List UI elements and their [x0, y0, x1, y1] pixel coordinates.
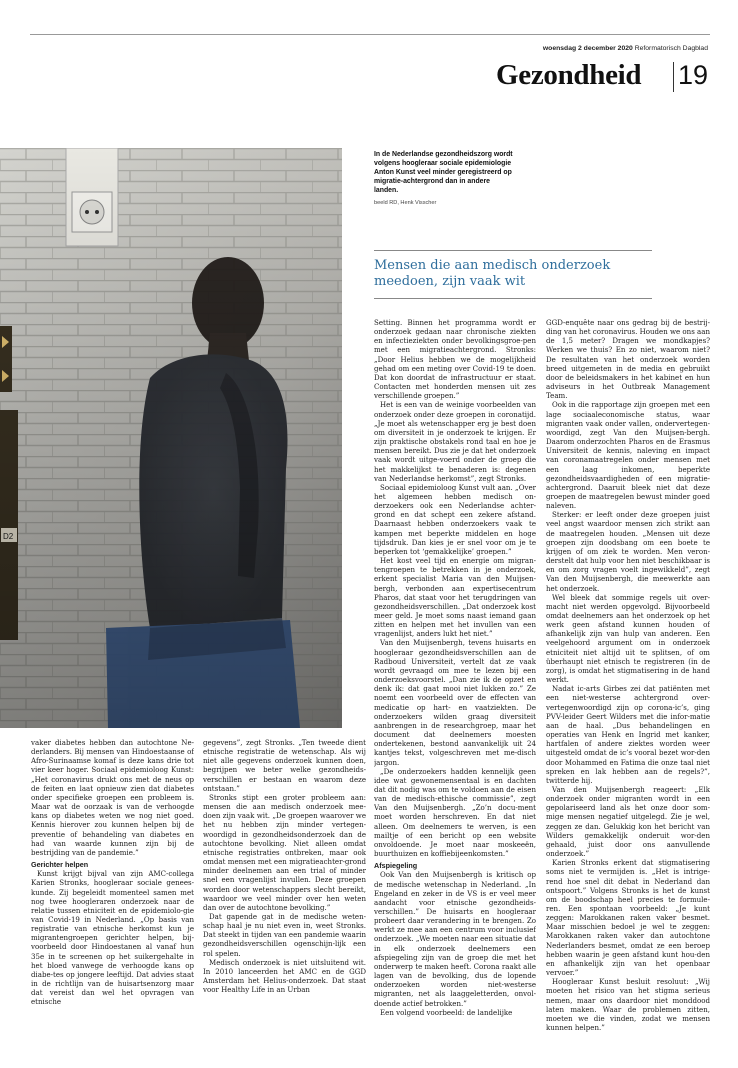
body-paragraph: Setting. Binnen het programma wordt er onderzoek gedaan naar chronische ziekten en infectieziekten onder bevolkingsgroe-pen met een migratieachtergrond. Stronks: „Door Helius hebben we de mogelijkheid gehad om een meting over Covid-19 te doen. Dat kon doordat de infrastructuur er staat. Contacten met honderden mensen uit zes verschillende groepen.”	[374, 318, 536, 401]
body-paragraph: Kunst krijgt bijval van zijn AMC-collega Karien Stronks, hoogleraar sociale genees-kunde. Zij begeleidt momenteel samen met nog twee hoogleraren onderzoek naar de relatie tussen etniciteit en de epidemiolo-gie van Covid-19 in Nederland. „Op basis van registratie van etnische herkomst kun je migrantengroepen gerichter helpen, bij-voorbeeld door Hindoestanen al vanaf hun 35e in te screenen op het suikergehalte in het bloed vanwege de verhoogde kans op diabe-tes op jongere leeftijd. Dat advies staat in de richtlijn van de huisartsenzorg maar dat vereist dan wel het opvragen van etnische	[31, 869, 194, 1007]
section-title: Gezondheid	[496, 59, 642, 91]
body-paragraph: Een volgend voorbeeld: de landelijke	[380, 1007, 513, 1017]
body-paragraph: Wel bleek dat sommige regels uit over-macht niet werden opgevolgd. Bijvoorbeeld omdat deelnemers aan het onderzoek op het werk geen afstand kunnen houden of afhankelijk zijn van hulp van anderen. Een veelgehoord argument om in onderzoek etniciteit niet altijd uit te splitsen, of om überhaupt niet etnisch te registreren (in de zorg), is omdat het stigmatisering in de hand werkt.	[546, 592, 710, 685]
body-paragraph: Stronks stipt een groter probleem aan: mensen die aan medisch onderzoek mee-doen zijn vaak wit. „De groepen waarover we het nu hebben zijn minder vertegen-woordigd in gezondheidsonderzoek dan de autochtone bevolking. Niet alleen omdat etnische registraties ontbreken, maar ook omdat mensen met een migratieachter-grond minder deelnemen aan een trial of minder snel een vragenlijst invullen. Deze groepen worden door wetenschappers slecht bereikt, waardoor we veel minder over hen weten dan over de autochtone bevolking.”	[203, 792, 366, 912]
body-paragraph: Hoogleraar Kunst besluit resoluut: „Wij moeten het risico van het stigma serieus nemen, maar ons daardoor niet monddood laten maken. Waar de problemen zitten, moeten we die vinden, zodat we mensen kunnen helpen.”	[546, 977, 710, 1033]
body-paragraph: Van den Muijsenbergh, tevens huisarts en hoogleraar gezondheidsverschillen aan de Radboud Universiteit, vertelt dat ze vaak wordt gevraagd om mee te lezen bij een onderzoeksvoorstel. „Dan zie ik de opzet en denk ik: dat gaat mooi niet lukken zo.” Ze noemt een voorbeeld over de effecten van medicatie op hart- en vaatziekten. De onderzoekers wilden graag diversiteit aanbrengen in de researchgroep, maar het document dat deelnemers moesten ondertekenen, bestond aanvankelijk uit 24 kantjes tekst, volgeschreven met me-disch jargon.	[374, 638, 536, 767]
body-paragraph: Karien Stronks erkent dat stigmatisering soms niet te vermijden is. „Het is intrige-rend hoe snel dit debat in Nederland dan ontspoort.” Volgens Stronks is het de kunst om de boodschap heel precies te formule-ren. Een spontaan voorbeeld: „Je kunt zeggen: Marokkanen raken vaker besmet. Maar misschien bedoel je wel te zeggen: Marokkanen raken vaker dan autochtone Nederlanders besmet, omdat ze een beroep hebben waarin je geen afstand kunt hou-den en afhankelijk zijn van het openbaar vervoer.”	[546, 858, 710, 978]
body-column-4	[546, 318, 710, 1053]
top-rule	[30, 34, 710, 35]
body-paragraph: GGD-enquête naar ons gedrag bij de bestrij-ding van het coronavirus. Houden we ons aan de 1,5 meter? Dragen we mondkapjes? Werken we thuis? En zo niet, waarom niet? De resultaten van het onderzoek worden breed uitgemeten in de media en gebruikt door de beleidsmakers in het kabinet en hun adviseurs in het Outbreak Management Team.	[546, 318, 710, 401]
body-paragraph: „De onderzoekers hadden kennelijk geen idee wat gewonemensentaal is en dachten dat dit nodig was om te voldoen aan de eisen van de medisch-ethische commissie”, zegt Van den Muijsenbergh. „Zo’n docu-ment moet worden herschreven. En dat niet alleen. Om deelnemers te werven, is een mailtje of een bericht op een website onvoldoende. Je moet naar moskeeën, buurthuizen en koffiebijeenkomsten.”	[374, 766, 536, 859]
body-paragraph: Ook Van den Muijsenbergh is kritisch op de medische wetenschap in Nederland. „In Engeland en zeker in de VS is er veel meer aandacht voor etnische gezondheids-verschillen.” De huisarts en hoogleraar probeert daar verandering in te brengen. Zo werkt ze mee aan een centrum voor inclusief onderzoek. „We moeten naar een situatie dat in elk onderzoek deelnemers een afspiegeling zijn van de groep die met het onderwerp te maken heeft. Corona raakt alle lagen van de bevolking, dus de lopende onderzoeken worden niet-westerse migranten, net als laaggeletterden, onvol-doende actief betrokken.”	[374, 870, 536, 1008]
body-paragraph: Nadat ic-arts Girbes zei dat patiënten met een niet-westerse achtergrond over-vertegenwoordigd zijn op corona-ic’s, ging PVV-leider Geert Wilders met die infor-matie aan de haal. „Dus behandelingen en operaties van Henk en Ingrid met kanker, hartfalen of andere ziektes worden weer uitgesteld omdat de ic’s vooral bezet wor-den door Mohammed en Fatima die onze taal niet spreken en lak hebben aan de regels?”, twitterde hij.	[546, 684, 710, 785]
headline-rule-top	[374, 250, 652, 251]
body-column-1	[31, 738, 194, 1038]
issue-date: woensdag 2 december 2020	[542, 45, 633, 52]
article-headline: Mensen die aan medisch onderzoek meedoen, zijn vaak wit	[374, 258, 611, 289]
page-number: 19	[678, 60, 709, 90]
body-paragraph: gegevens”, zegt Stronks. „Ten tweede dient etnische registratie de wetenschap. Als wij niet alle gegevens onderzoek kunnen doen, begrijpen we beter welke gezondheids-verschillen er bestaan en waarom deze ontstaan.”	[203, 738, 366, 793]
body-paragraph: Het is een van de weinige voorbeelden van onderzoek onder deze groepen in coronatijd. „Je moet als wetenschapper erg je best doen om diversiteit in je onderzoek te krijgen. Er zijn praktische obstakels rond taal en hoe je mensen bereikt. Dus zie je dat het onderzoek vaak wordt uitge-voerd onder de groep die het makkelijkst te benaderen is: degenen van Nederlandse herkomst”, zegt Stronks.	[374, 400, 536, 483]
subheading: Gerichter helpen	[31, 860, 89, 870]
body-column-2	[203, 738, 366, 1038]
publication-name: Reformatorisch Dagblad	[634, 45, 708, 52]
body-paragraph: Het kost veel tijd en energie om migran-tengroepen te betrekken in je onderzoek, erkent specialist Maria van den Muijsen-bergh, verbonden aan expertisecentrum Pharos, dat staat voor het terugdringen van gezondheidsverschillen. „Dat onderzoek kost meer geld. Je moet soms naast iemand gaan zitten en helpen met het invullen van een vragenlijst, anders lukt het niet.”	[374, 556, 536, 639]
body-column-3	[374, 318, 536, 1053]
body-paragraph: vaker diabetes hebben dan autochtone Ne-derlanders. Bij mensen van Hindoestaanse of Afro-Surinaamse komaf is deze kans drie tot vier keer hoger. Sociaal epidemioloog Kunst: „Het coronavirus drukt ons met de neus op de feiten en laat opnieuw zien dat diabetes onder specifieke groepen een probleem is. Maar wat de oorzaak is van de verhoogde kans op diabetes weten we nog niet goed. Kennis hierover zou kunnen helpen bij de preventie of behandeling van diabetes en had van waarde kunnen zijn bij de bestrijding van de pandemie.”	[31, 738, 194, 857]
article-photo	[0, 148, 342, 728]
headline-rule-bottom	[374, 298, 652, 299]
subheading: Afspiegeling	[374, 861, 418, 871]
photo-illustration	[0, 148, 342, 728]
page-divider	[673, 62, 674, 92]
photo-caption: In de Nederlandse gezondheidszorg wordt volgens hoogleraar sociale epidemiologie Anton Kunst veel minder geregistreerd op migratie-achtergrond dan in andere landen.	[374, 151, 513, 194]
body-paragraph: Van den Muijsenbergh reageert: „Elk onderzoek onder migranten wordt in een gepolariseerd land als het onze door som-mige mensen negatief uitgelegd. Zie je wel, zeggen ze dan. Gelukkig kon het bericht van Wilders gemakkelijk onderuit wor-den gehaald, juist door ons aanvullende onderzoek.”	[546, 784, 710, 859]
body-paragraph: Medisch onderzoek is niet uitsluitend wit. In 2010 lanceerden het AMC en de GGD Amsterdam het Helius-onderzoek. Dat staat voor Healthy Life in an Urban	[203, 957, 366, 995]
body-paragraph: Ook in die rapportage zijn groepen met een lage sociaaleconomische status, waar migranten vaak onder vallen, ondervertegen-woordigd, zegt Van den Muijsen-bergh. Daarom onderzochten Pharos en de Erasmus Universiteit de kennis, naleving en impact van coronamaatregelen onder mensen met een laag inkomen, beperkte gezondheidsvaardigheden of een migratie-achtergrond. Daaruit bleek niet dat deze groepen de maatregelen bewust minder goed naleven.	[546, 400, 710, 511]
dateline	[543, 45, 708, 52]
body-paragraph: Sterker: er leeft onder deze groepen juist veel angst waardoor mensen zich strikt aan de maatregelen houden. „Mensen uit deze groepen zijn doodsbang om een boete te krijgen of om ziek te worden. Men veron-derstelt dat hulp voor hen niet beschikbaar is en om zorg vragen voelt ingewikkeld”, zegt Van den Muijsenbergh, die meewerkte aan het onderzoek.	[546, 510, 710, 593]
photo-credit: beeld RD, Henk Visscher	[374, 200, 437, 206]
body-paragraph: Sociaal epidemioloog Kunst vult aan. „Over het algemeen hebben medisch on-derzoekers ook een Nederlandse achter-grond en dat schept een zekere afstand. Daarnaast hebben onderzoekers vaak te kampen met beperkte middelen en hoge tijdsdruk. Dan kies je er snel voor om je te beperken tot ‘gemakkelijke’ groepen.”	[374, 482, 536, 556]
body-paragraph: Dat gapende gat in de medische weten-schap haal je nu niet even in, weet Stronks. Dat steekt in tijden van een pandemie waarin gezondheidsverschillen ogenschijn-lijk een rol spelen.	[203, 911, 366, 958]
